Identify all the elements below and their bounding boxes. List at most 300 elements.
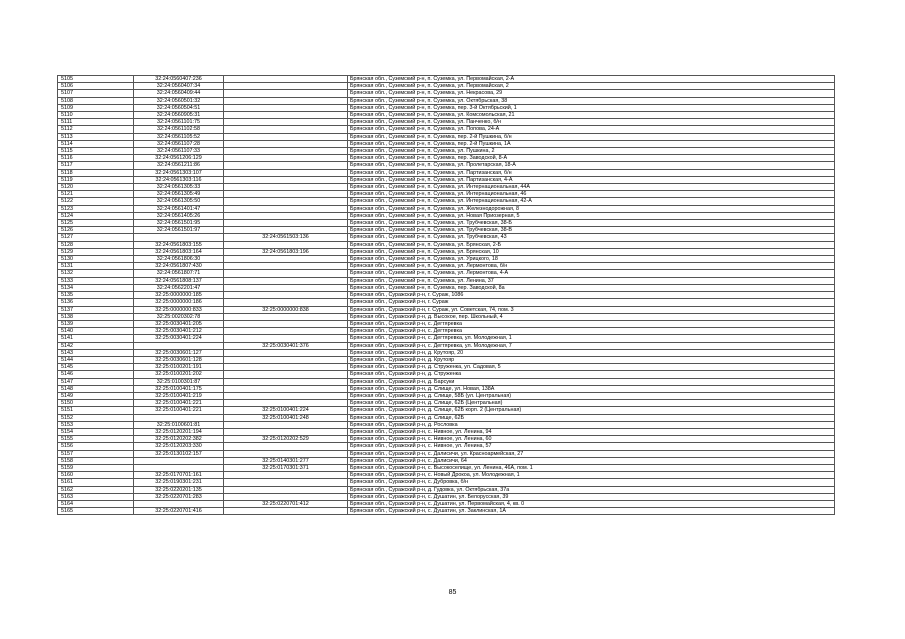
related-cadastral-number-cell <box>224 335 348 342</box>
cadastral-number-cell: 32:24:0560501:32 <box>134 97 224 104</box>
cadastral-number-cell: 32:24:0561101:75 <box>134 119 224 126</box>
address-cell: Брянская обл., Суземский р-н, п. Суземка, ул. Брянская, 2-Б <box>348 241 835 248</box>
table-row <box>58 371 835 378</box>
address-cell: Брянская обл., Суражский р-н, д. Крутояр <box>348 356 835 363</box>
row-number-cell: 5119 <box>58 176 134 183</box>
related-cadastral-number-cell <box>224 140 348 147</box>
related-cadastral-number-cell: 32:25:0030401:376 <box>224 342 348 349</box>
related-cadastral-number-cell <box>224 176 348 183</box>
address-cell: Брянская обл., Суражский р-н, с. Дегтяревка, ул. Молодежная, 7 <box>348 342 835 349</box>
table-row <box>58 119 835 126</box>
row-number-cell: 5118 <box>58 169 134 176</box>
page-number: 85 <box>448 589 457 596</box>
table-row <box>58 378 835 385</box>
related-cadastral-number-cell <box>224 119 348 126</box>
cadastral-number-cell: 32:25:0100401:175 <box>134 385 224 392</box>
related-cadastral-number-cell <box>224 256 348 263</box>
table-row <box>58 472 835 479</box>
row-number-cell: 5135 <box>58 292 134 299</box>
address-cell: Брянская обл., Суземский р-н, п. Суземка, ул. Пролетарская, 18-А <box>348 162 835 169</box>
related-cadastral-number-cell: 32:25:0220701:412 <box>224 500 348 507</box>
cadastral-number-cell: 32:25:0170701:161 <box>134 472 224 479</box>
related-cadastral-number-cell: 32:25:0140301:277 <box>224 457 348 464</box>
table-row <box>58 493 835 500</box>
address-cell: Брянская обл., Суземский р-н, п. Суземка, ул. Интернациональная, 46 <box>348 191 835 198</box>
related-cadastral-number-cell: 32:25:0100401:248 <box>224 414 348 421</box>
table-row <box>58 328 835 335</box>
table-row <box>58 140 835 147</box>
address-cell: Брянская обл., Суражский р-н, с. Дегтяревка <box>348 320 835 327</box>
related-cadastral-number-cell: 32:25:0170301:371 <box>224 464 348 471</box>
address-cell: Брянская обл., Суземский р-н, п. Суземка, ул. Интернациональная, 44А <box>348 184 835 191</box>
table-row <box>58 227 835 234</box>
table-row <box>58 464 835 471</box>
table-row <box>58 356 835 363</box>
address-cell: Брянская обл., Суземский р-н, п. Суземка, ул. Октябрьская, 38 <box>348 97 835 104</box>
address-cell: Брянская обл., Суражский р-н, с. Нивное, ул. Ленина, 57 <box>348 443 835 450</box>
table-row <box>58 234 835 241</box>
cadastral-number-cell: 32:24:0560504:51 <box>134 104 224 111</box>
cadastral-number-cell: 32:24:0560409:44 <box>134 90 224 97</box>
cadastral-number-cell: 32:24:0561405:26 <box>134 212 224 219</box>
table-row <box>58 479 835 486</box>
related-cadastral-number-cell <box>224 378 348 385</box>
address-cell: Брянская обл., Суражский р-н, с. Далисичи, ул. Красноармейская, 27 <box>348 450 835 457</box>
related-cadastral-number-cell <box>224 112 348 119</box>
address-cell: Брянская обл., Суземский р-н, п. Суземка, пер. Заводской, 8а <box>348 284 835 291</box>
related-cadastral-number-cell <box>224 263 348 270</box>
related-cadastral-number-cell <box>224 292 348 299</box>
row-number-cell: 5165 <box>58 508 134 515</box>
related-cadastral-number-cell: 32:25:0120202:529 <box>224 436 348 443</box>
table-row <box>58 443 835 450</box>
cadastral-number-cell <box>134 457 224 464</box>
cadastral-number-cell: 32:25:0220701:416 <box>134 508 224 515</box>
cadastral-number-cell: 32:25:0100401:221 <box>134 407 224 414</box>
table-row <box>58 112 835 119</box>
row-number-cell: 5163 <box>58 493 134 500</box>
cadastral-number-cell: 32:25:0120201:194 <box>134 428 224 435</box>
address-cell: Брянская обл., Суражский р-н, д. Крутояр, 20 <box>348 349 835 356</box>
cadastral-number-cell: 32:25:0130102:157 <box>134 450 224 457</box>
cadastral-number-cell: 32:24:0561807:71 <box>134 270 224 277</box>
address-cell: Брянская обл., Суражский р-н, г. Сураж <box>348 299 835 306</box>
cadastral-number-cell: 32:25:0220701:283 <box>134 493 224 500</box>
related-cadastral-number-cell <box>224 241 348 248</box>
table-row <box>58 349 835 356</box>
row-number-cell: 5133 <box>58 277 134 284</box>
cadastral-number-cell: 32:24:0561303:116 <box>134 176 224 183</box>
cadastral-number-cell: 32:24:0561807:430 <box>134 263 224 270</box>
cadastral-number-cell: 32:25:0120202:382 <box>134 436 224 443</box>
related-cadastral-number-cell: 32:24:0561503:136 <box>224 234 348 241</box>
table-row <box>58 385 835 392</box>
table-row <box>58 155 835 162</box>
cadastral-number-cell: 32:24:0560407:236 <box>134 76 224 83</box>
address-cell: Брянская обл., Суземский р-н, п. Суземка, ул. Урицкого, 18 <box>348 256 835 263</box>
address-cell: Брянская обл., Суражский р-н, д. Слище, 62Б (Центральная) <box>348 400 835 407</box>
table-row <box>58 313 835 320</box>
related-cadastral-number-cell <box>224 313 348 320</box>
row-number-cell: 5149 <box>58 392 134 399</box>
cadastral-table <box>57 75 835 515</box>
table-row <box>58 292 835 299</box>
cadastral-number-cell: 32:24:0561105:52 <box>134 133 224 140</box>
row-number-cell: 5160 <box>58 472 134 479</box>
row-number-cell: 5115 <box>58 148 134 155</box>
row-number-cell: 5138 <box>58 313 134 320</box>
related-cadastral-number-cell <box>224 227 348 234</box>
related-cadastral-number-cell <box>224 428 348 435</box>
related-cadastral-number-cell <box>224 104 348 111</box>
table-row <box>58 263 835 270</box>
cadastral-number-cell: 32:24:0560905:31 <box>134 112 224 119</box>
related-cadastral-number-cell <box>224 220 348 227</box>
cadastral-number-cell: 32:24:0561305:50 <box>134 198 224 205</box>
address-cell: Брянская обл., Суземский р-н, п. Суземка, ул. Пушкина, 2 <box>348 148 835 155</box>
row-number-cell: 5122 <box>58 198 134 205</box>
row-number-cell: 5150 <box>58 400 134 407</box>
table-row <box>58 335 835 342</box>
related-cadastral-number-cell <box>224 284 348 291</box>
row-number-cell: 5131 <box>58 263 134 270</box>
row-number-cell: 5141 <box>58 335 134 342</box>
address-cell: Брянская обл., Суземский р-н, п. Суземка, ул. Трубчевская, 38-Б <box>348 220 835 227</box>
related-cadastral-number-cell <box>224 270 348 277</box>
address-cell: Брянская обл., Суражский р-н, д. Рословка <box>348 421 835 428</box>
address-cell: Брянская обл., Суземский р-н, п. Суземка, ул. Партизанская, б/н <box>348 169 835 176</box>
table-row <box>58 486 835 493</box>
table-row <box>58 256 835 263</box>
cadastral-number-cell: 32:25:0190301:231 <box>134 479 224 486</box>
related-cadastral-number-cell <box>224 162 348 169</box>
address-cell: Брянская обл., Суземский р-н, п. Суземка, ул. Комсомольская, 21 <box>348 112 835 119</box>
address-cell: Брянская обл., Суражский р-н, с. Далисичи, 64 <box>348 457 835 464</box>
table-row <box>58 392 835 399</box>
cadastral-number-cell: 32:25:0100401:219 <box>134 392 224 399</box>
row-number-cell: 5129 <box>58 248 134 255</box>
row-number-cell: 5139 <box>58 320 134 327</box>
cadastral-number-cell <box>134 342 224 349</box>
address-cell: Брянская обл., Суражский р-н, с. Душатин, ул. Белорусская, 39 <box>348 493 835 500</box>
row-number-cell: 5112 <box>58 126 134 133</box>
address-cell: Брянская обл., Суражский р-н, д. Слище, ул. Новая, 138А <box>348 385 835 392</box>
row-number-cell: 5108 <box>58 97 134 104</box>
table-body <box>58 76 835 515</box>
table-row <box>58 191 835 198</box>
table-row <box>58 148 835 155</box>
table-row <box>58 400 835 407</box>
cadastral-number-cell: 32:25:0030601:127 <box>134 349 224 356</box>
related-cadastral-number-cell <box>224 392 348 399</box>
address-cell: Брянская обл., Суражский р-н, с. Дубровка, б/н <box>348 479 835 486</box>
cadastral-number-cell: 32:24:0561305:49 <box>134 191 224 198</box>
row-number-cell: 5146 <box>58 371 134 378</box>
cadastral-number-cell: 32:25:0100601:81 <box>134 421 224 428</box>
related-cadastral-number-cell <box>224 371 348 378</box>
address-cell: Брянская обл., Суземский р-н, п. Суземка, ул. Лермонтова, б/н <box>348 263 835 270</box>
related-cadastral-number-cell <box>224 450 348 457</box>
table-row <box>58 421 835 428</box>
table-row <box>58 248 835 255</box>
cadastral-number-cell: 32:24:0560407:34 <box>134 83 224 90</box>
row-number-cell: 5145 <box>58 364 134 371</box>
address-cell: Брянская обл., Суражский р-н, с. Дегтяревка, ул. Молодежная, 1 <box>348 335 835 342</box>
row-number-cell: 5156 <box>58 443 134 450</box>
row-number-cell: 5134 <box>58 284 134 291</box>
address-cell: Брянская обл., Суземский р-н, п. Суземка, ул. Ленина, 37 <box>348 277 835 284</box>
address-cell: Брянская обл., Суземский р-н, п. Суземка, ул. Некрасова, 29 <box>348 90 835 97</box>
address-cell: Брянская обл., Суземский р-н, п. Суземка, ул. Железнодорожная, 8 <box>348 205 835 212</box>
address-cell: Брянская обл., Суражский р-н, д. Гудовка, ул. Октябрьская, 37а <box>348 486 835 493</box>
row-number-cell: 5140 <box>58 328 134 335</box>
address-cell: Брянская обл., Суражский р-н, с. Душатин, ул. Заклинская, 1А <box>348 508 835 515</box>
row-number-cell: 5158 <box>58 457 134 464</box>
table-row <box>58 97 835 104</box>
cadastral-number-cell: 32:25:0030601:128 <box>134 356 224 363</box>
table-row <box>58 83 835 90</box>
row-number-cell: 5106 <box>58 83 134 90</box>
table-row <box>58 320 835 327</box>
table-row <box>58 169 835 176</box>
cadastral-number-cell: 32:24:0561803:155 <box>134 241 224 248</box>
address-cell: Брянская обл., Суражский р-н, с. Дегтяревка <box>348 328 835 335</box>
cadastral-number-cell: 32:24:0561211:86 <box>134 162 224 169</box>
table-row <box>58 104 835 111</box>
address-cell: Брянская обл., Суземский р-н, п. Суземка, ул. Попова, 24-А <box>348 126 835 133</box>
row-number-cell: 5136 <box>58 299 134 306</box>
address-cell: Брянская обл., Суземский р-н, п. Суземка, ул. Первомайская, 2 <box>348 83 835 90</box>
table-row <box>58 508 835 515</box>
table-row <box>58 198 835 205</box>
related-cadastral-number-cell <box>224 299 348 306</box>
row-number-cell: 5152 <box>58 414 134 421</box>
cadastral-number-cell: 32:25:0220201:135 <box>134 486 224 493</box>
cadastral-number-cell: 32:24:0561303:107 <box>134 169 224 176</box>
row-number-cell: 5162 <box>58 486 134 493</box>
table-row <box>58 284 835 291</box>
cadastral-number-cell: 32:25:0100201:202 <box>134 371 224 378</box>
address-cell: Брянская обл., Суражский р-н, с. Нивное, ул. Ленина, 94 <box>348 428 835 435</box>
cadastral-number-cell <box>134 464 224 471</box>
table-row <box>58 500 835 507</box>
row-number-cell: 5117 <box>58 162 134 169</box>
row-number-cell: 5113 <box>58 133 134 140</box>
address-cell: Брянская обл., Суражский р-н, д. Слище, 62Б <box>348 414 835 421</box>
cadastral-number-cell: 32:24:0561305:33 <box>134 184 224 191</box>
table-row <box>58 270 835 277</box>
cadastral-number-cell: 32:25:0000000:186 <box>134 299 224 306</box>
address-cell: Брянская обл., Суземский р-н, п. Суземка, ул. Лермонтова, 4-А <box>348 270 835 277</box>
address-cell: Брянская обл., Суражский р-н, г. Сураж, 1086 <box>348 292 835 299</box>
table-row <box>58 133 835 140</box>
cadastral-number-cell: 32:25:0100201:191 <box>134 364 224 371</box>
address-cell: Брянская обл., Суражский р-н, д. Струженка, ул. Садовая, 5 <box>348 364 835 371</box>
address-cell: Брянская обл., Суземский р-н, п. Суземка, пер. Заводской, 8-А <box>348 155 835 162</box>
row-number-cell: 5126 <box>58 227 134 234</box>
row-number-cell: 5148 <box>58 385 134 392</box>
related-cadastral-number-cell <box>224 328 348 335</box>
table-row <box>58 450 835 457</box>
row-number-cell: 5111 <box>58 119 134 126</box>
related-cadastral-number-cell <box>224 320 348 327</box>
related-cadastral-number-cell: 32:25:0000000:838 <box>224 306 348 313</box>
cadastral-number-cell: 32:24:0561107:33 <box>134 148 224 155</box>
address-cell: Брянская обл., Суражский р-н, с. Нивное, ул. Ленина, 60 <box>348 436 835 443</box>
row-number-cell: 5107 <box>58 90 134 97</box>
related-cadastral-number-cell <box>224 472 348 479</box>
row-number-cell: 5164 <box>58 500 134 507</box>
related-cadastral-number-cell <box>224 155 348 162</box>
cadastral-number-cell: 32:24:0561102:58 <box>134 126 224 133</box>
row-number-cell: 5124 <box>58 212 134 219</box>
cadastral-number-cell: 32:24:0561401:47 <box>134 205 224 212</box>
table-row <box>58 184 835 191</box>
related-cadastral-number-cell <box>224 508 348 515</box>
address-cell: Брянская обл., Суземский р-н, п. Суземка, ул. Интернациональная, 42-А <box>348 198 835 205</box>
table-row <box>58 162 835 169</box>
table-row <box>58 176 835 183</box>
address-cell: Брянская обл., Суземский р-н, п. Суземка, пер. 2-й Пушкина, 1А <box>348 140 835 147</box>
related-cadastral-number-cell <box>224 83 348 90</box>
related-cadastral-number-cell <box>224 148 348 155</box>
row-number-cell: 5155 <box>58 436 134 443</box>
row-number-cell: 5110 <box>58 112 134 119</box>
table-row <box>58 457 835 464</box>
table-row <box>58 212 835 219</box>
related-cadastral-number-cell <box>224 385 348 392</box>
table-row <box>58 220 835 227</box>
row-number-cell: 5109 <box>58 104 134 111</box>
related-cadastral-number-cell <box>224 184 348 191</box>
row-number-cell: 5144 <box>58 356 134 363</box>
table-row <box>58 428 835 435</box>
row-number-cell: 5137 <box>58 306 134 313</box>
related-cadastral-number-cell <box>224 76 348 83</box>
related-cadastral-number-cell <box>224 479 348 486</box>
table-row <box>58 299 835 306</box>
address-cell: Брянская обл., Суземский р-н, п. Суземка, пер. 3-й Октябрьский, 1 <box>348 104 835 111</box>
table-row <box>58 436 835 443</box>
related-cadastral-number-cell: 32:25:0100401:224 <box>224 407 348 414</box>
row-number-cell: 5151 <box>58 407 134 414</box>
cadastral-number-cell <box>134 414 224 421</box>
related-cadastral-number-cell <box>224 356 348 363</box>
related-cadastral-number-cell <box>224 493 348 500</box>
cadastral-number-cell: 32:25:0000000:833 <box>134 306 224 313</box>
address-cell: Брянская обл., Суражский р-н, с. Высокоселище, ул. Ленина, 46А, пом. 1 <box>348 464 835 471</box>
related-cadastral-number-cell <box>224 126 348 133</box>
table-row <box>58 205 835 212</box>
address-cell: Брянская обл., Суражский р-н, д. Слище, 62Б корп. 2 (Центральная) <box>348 407 835 414</box>
row-number-cell: 5127 <box>58 234 134 241</box>
address-cell: Брянская обл., Суземский р-н, п. Суземка, ул. Первомайская, 2-А <box>348 76 835 83</box>
table-row <box>58 342 835 349</box>
table-row <box>58 364 835 371</box>
related-cadastral-number-cell <box>224 205 348 212</box>
cadastral-number-cell: 32:25:0100301:87 <box>134 378 224 385</box>
related-cadastral-number-cell <box>224 400 348 407</box>
address-cell: Брянская обл., Суземский р-н, п. Суземка, пер. 2-й Пушкина, б/н <box>348 133 835 140</box>
related-cadastral-number-cell <box>224 133 348 140</box>
cadastral-number-cell: 32:25:0030401:224 <box>134 335 224 342</box>
related-cadastral-number-cell <box>224 486 348 493</box>
cadastral-number-cell: 32:25:0020302:78 <box>134 313 224 320</box>
address-cell: Брянская обл., Суражский р-н, д. Струженка <box>348 371 835 378</box>
cadastral-number-cell: 32:24:0561206:129 <box>134 155 224 162</box>
related-cadastral-number-cell <box>224 169 348 176</box>
table-row <box>58 76 835 83</box>
cadastral-number-cell: 32:24:0561806:30 <box>134 256 224 263</box>
cadastral-number-cell: 32:24:0561803:164 <box>134 248 224 255</box>
row-number-cell: 5153 <box>58 421 134 428</box>
table-row <box>58 306 835 313</box>
related-cadastral-number-cell <box>224 277 348 284</box>
related-cadastral-number-cell <box>224 198 348 205</box>
row-number-cell: 5116 <box>58 155 134 162</box>
address-cell: Брянская обл., Суражский р-н, д. Высокое, пер. Школьный, 4 <box>348 313 835 320</box>
row-number-cell: 5105 <box>58 76 134 83</box>
cadastral-number-cell: 32:25:0100401:221 <box>134 400 224 407</box>
row-number-cell: 5147 <box>58 378 134 385</box>
row-number-cell: 5120 <box>58 184 134 191</box>
row-number-cell: 5121 <box>58 191 134 198</box>
related-cadastral-number-cell <box>224 349 348 356</box>
cadastral-number-cell <box>134 500 224 507</box>
row-number-cell: 5128 <box>58 241 134 248</box>
document-table-container <box>57 75 834 515</box>
table-row <box>58 90 835 97</box>
related-cadastral-number-cell <box>224 443 348 450</box>
address-cell: Брянская обл., Суземский р-н, п. Суземка, ул. Трубчевская, 43 <box>348 234 835 241</box>
row-number-cell: 5130 <box>58 256 134 263</box>
row-number-cell: 5143 <box>58 349 134 356</box>
row-number-cell: 5114 <box>58 140 134 147</box>
address-cell: Брянская обл., Суземский р-н, п. Суземка, ул. Партизанская, 4-А <box>348 176 835 183</box>
address-cell: Брянская обл., Суземский р-н, п. Суземка, ул. Новая Приозерная, 5 <box>348 212 835 219</box>
row-number-cell: 5142 <box>58 342 134 349</box>
related-cadastral-number-cell <box>224 90 348 97</box>
cadastral-number-cell: 32:25:0030401:212 <box>134 328 224 335</box>
row-number-cell: 5125 <box>58 220 134 227</box>
row-number-cell: 5161 <box>58 479 134 486</box>
row-number-cell: 5132 <box>58 270 134 277</box>
address-cell: Брянская обл., Суземский р-н, п. Суземка, ул. Панченко, б/н <box>348 119 835 126</box>
table-row <box>58 241 835 248</box>
address-cell: Брянская обл., Суражский р-н, с. Душатин, ул. Первомайская, 4, кв. 0 <box>348 500 835 507</box>
related-cadastral-number-cell <box>224 421 348 428</box>
row-number-cell: 5123 <box>58 205 134 212</box>
cadastral-number-cell: 32:25:0000000:185 <box>134 292 224 299</box>
address-cell: Брянская обл., Суражский р-н, с. Новый Дрокоа, ул. Молодежная, 1 <box>348 472 835 479</box>
table-row <box>58 126 835 133</box>
cadastral-number-cell: 32:24:0562201:47 <box>134 284 224 291</box>
row-number-cell: 5154 <box>58 428 134 435</box>
address-cell: Брянская обл., Суземский р-н, п. Суземка, ул. Брянская, 10 <box>348 248 835 255</box>
related-cadastral-number-cell <box>224 97 348 104</box>
cadastral-number-cell: 32:25:0120203:330 <box>134 443 224 450</box>
cadastral-number-cell <box>134 234 224 241</box>
table-row <box>58 414 835 421</box>
related-cadastral-number-cell: 32:24:0561803:196 <box>224 248 348 255</box>
cadastral-number-cell: 32:24:0561808:137 <box>134 277 224 284</box>
table-row <box>58 407 835 414</box>
address-cell: Брянская обл., Суражский р-н, д. Барсуки <box>348 378 835 385</box>
address-cell: Брянская обл., Суражский р-н, д. Слище, 58Б (ул. Центральная) <box>348 392 835 399</box>
related-cadastral-number-cell <box>224 212 348 219</box>
address-cell: Брянская обл., Суземский р-н, п. Суземка, ул. Трубчевская, 38-В <box>348 227 835 234</box>
related-cadastral-number-cell <box>224 364 348 371</box>
